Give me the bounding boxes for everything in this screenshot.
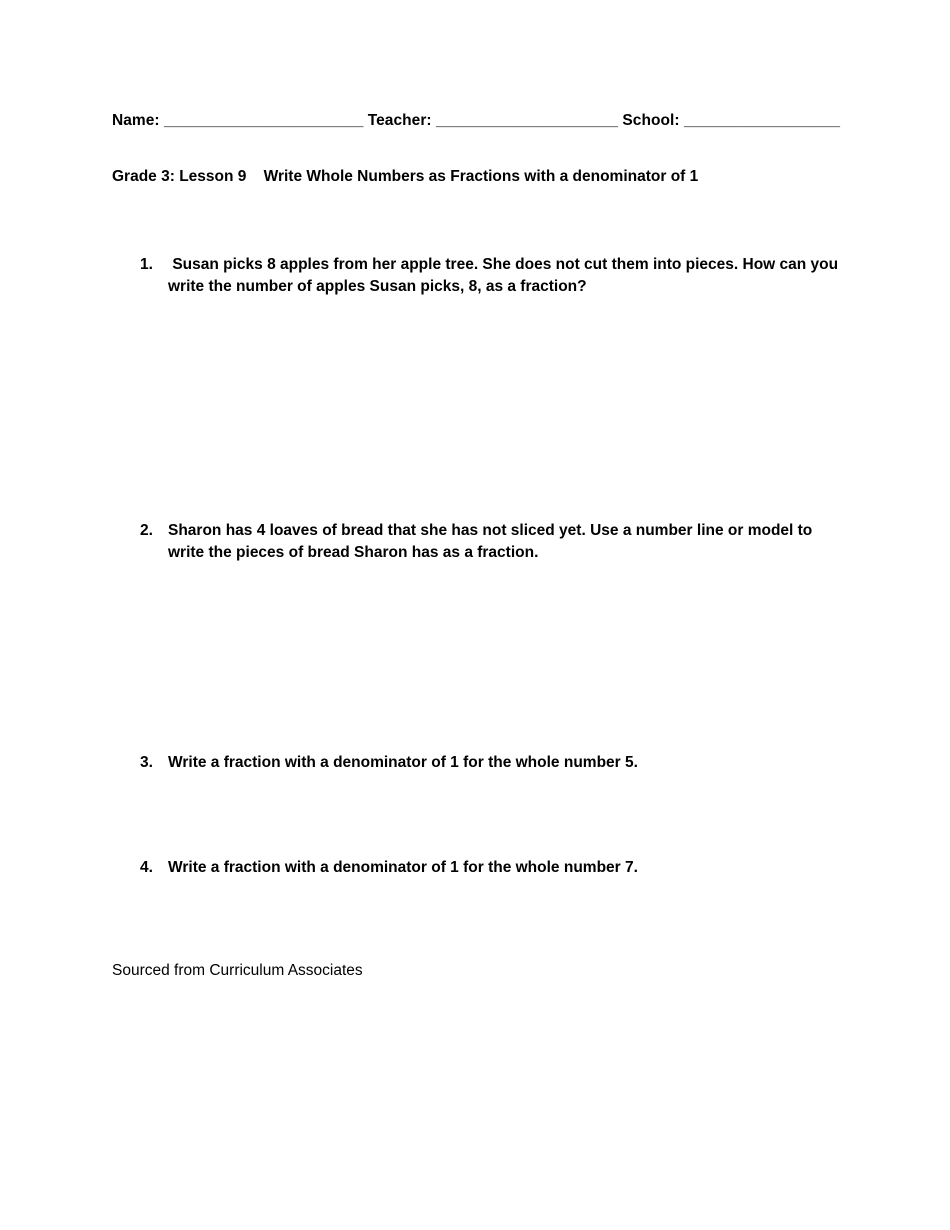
question-text: Sharon has 4 loaves of bread that she has not sliced yet. Use a number line or model to write the pieces of bread Sharon has as a fraction. bbox=[168, 522, 813, 561]
question-3 bbox=[140, 752, 840, 774]
question-text: Write a fraction with a denominator of 1 for the whole number 7. bbox=[168, 859, 638, 876]
question-2 bbox=[140, 520, 840, 564]
question-number: 2. bbox=[140, 522, 153, 539]
question-text: Write a fraction with a denominator of 1 for the whole number 5. bbox=[168, 754, 638, 771]
student-info-header: Name: _______________________ Teacher: _____________________ School: __________________ bbox=[112, 112, 841, 129]
lesson-title: Grade 3: Lesson 9 Write Whole Numbers as Fractions with a denominator of 1 bbox=[112, 168, 699, 185]
question-number: 1. bbox=[140, 256, 153, 273]
question-4 bbox=[140, 857, 840, 879]
question-number: 3. bbox=[140, 754, 153, 771]
source-attribution: Sourced from Curriculum Associates bbox=[112, 962, 363, 979]
question-text: Susan picks 8 apples from her apple tree. She does not cut them into pieces. How can you write the number of apples Susan picks, 8, as a fraction? bbox=[168, 256, 843, 295]
question-number: 4. bbox=[140, 859, 153, 876]
question-1 bbox=[140, 254, 843, 298]
